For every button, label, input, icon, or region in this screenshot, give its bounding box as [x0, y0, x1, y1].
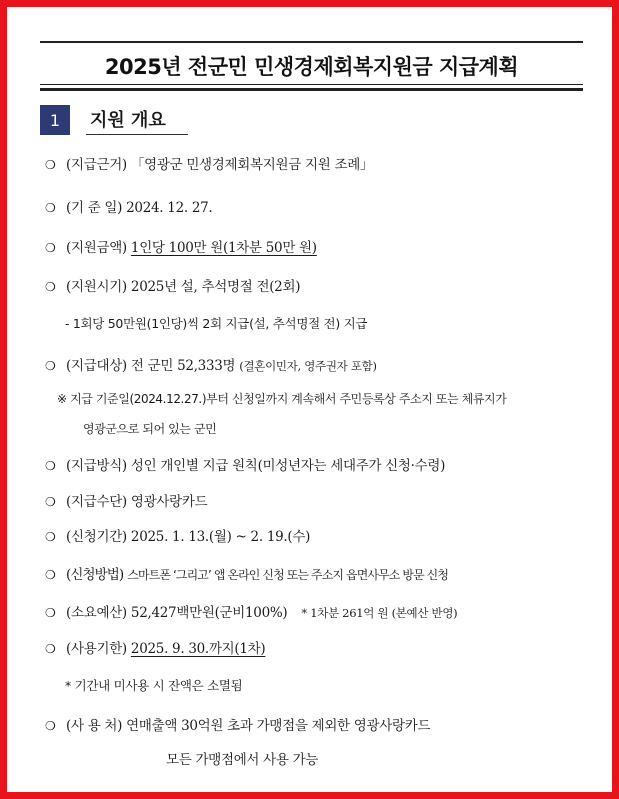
item-apply-method — [45, 565, 582, 585]
bullet-icon: ❍ — [45, 280, 56, 294]
item-label: (신청방법) — [66, 567, 124, 583]
section-number-badge: 1 — [40, 105, 70, 135]
page-title: 2025년 전군민 민생경제회복지원금 지급계획 — [104, 54, 519, 79]
item-value: 연매출액 30억원 초과 가맹점을 제외한 영광사랑카드 — [126, 718, 431, 734]
item-means — [45, 492, 582, 512]
title-box — [40, 41, 583, 91]
bullet-icon: ❍ — [45, 359, 56, 373]
bullet-icon: ❍ — [45, 241, 56, 255]
item-value: 「영광군 민생경제회복지원금 지원 조례」 — [130, 157, 374, 173]
item-label: (지급대상) — [66, 358, 127, 374]
target-note-line1: ※ 지급 기준일(2024.12.27.)부터 신청일까지 계속해서 주민등록상 주소지 또는 체류지가 — [57, 392, 507, 406]
item-value: 1인당 100만 원(1차분 50만 원) — [130, 240, 317, 256]
item-value: 2024. 12. 27. — [126, 200, 213, 216]
item-period-sub: - 1회당 50만원(1인당)씩 2회 지급(설, 추석명절 전) 지급 — [65, 316, 368, 331]
item-value: 스마트폰 ‘그리고’ 앱 온라인 신청 또는 주소지 읍면사무소 방문 신청 — [127, 568, 449, 582]
item-value: 전 군민 52,333명 — [130, 358, 236, 374]
item-value: 성인 개인별 지급 원칙 — [130, 458, 258, 474]
item-label: (지원금액) — [66, 240, 127, 256]
bullet-icon: ❍ — [45, 530, 56, 544]
item-amount — [45, 238, 582, 258]
item-period — [45, 277, 582, 297]
item-value: 2025. 1. 13.(월) ~ 2. 19.(수) — [130, 529, 311, 545]
item-extra: * 1차분 261억 원 (본예산 반영) — [301, 606, 458, 620]
item-value: 2025년 설, 추석명절 전(2회) — [130, 279, 301, 295]
item-date — [45, 198, 582, 218]
bullet-icon: ❍ — [45, 459, 56, 473]
item-extra: (결혼이민자, 영주권자 포함) — [239, 359, 377, 373]
section-header — [40, 105, 188, 135]
item-label: (지원시기) — [66, 279, 127, 295]
bullet-icon: ❍ — [45, 201, 56, 215]
item-label: (지급방식) — [66, 458, 127, 474]
item-place-line2: 모든 가맹점에서 사용 가능 — [166, 752, 319, 768]
item-value: 52,427백만원(군비100%) — [130, 605, 288, 621]
item-method — [45, 456, 582, 476]
item-basis — [45, 155, 582, 175]
item-label: (지급근거) — [66, 157, 127, 173]
section-title: 지원 개요 — [86, 106, 188, 135]
item-target — [45, 356, 582, 376]
bullet-icon: ❍ — [45, 719, 56, 733]
item-usage-note: * 기간내 미사용 시 잔액은 소멸됨 — [65, 678, 243, 693]
item-budget — [45, 603, 582, 623]
bullet-icon: ❍ — [45, 158, 56, 172]
item-label: (지급수단) — [66, 494, 127, 510]
target-note-line2: 영광군으로 되어 있는 군민 — [83, 422, 217, 436]
item-label: (신청기간) — [66, 529, 127, 545]
item-label: (사 용 처) — [66, 718, 123, 734]
item-extra: (미성년자는 세대주가 신청·수령) — [257, 458, 446, 474]
bullet-icon: ❍ — [45, 642, 56, 656]
item-place — [45, 716, 582, 736]
bullet-icon: ❍ — [45, 568, 55, 582]
item-value: 2025. 9. 30.까지(1차) — [130, 641, 266, 657]
item-label: (사용기한) — [66, 641, 127, 657]
item-value: 영광사랑카드 — [130, 494, 208, 510]
bullet-icon: ❍ — [45, 606, 56, 620]
item-usage — [45, 639, 582, 659]
bullet-icon: ❍ — [45, 495, 56, 509]
item-label: (기 준 일) — [66, 200, 123, 216]
item-label: (소요예산) — [66, 605, 127, 621]
item-apply-period — [45, 527, 582, 547]
